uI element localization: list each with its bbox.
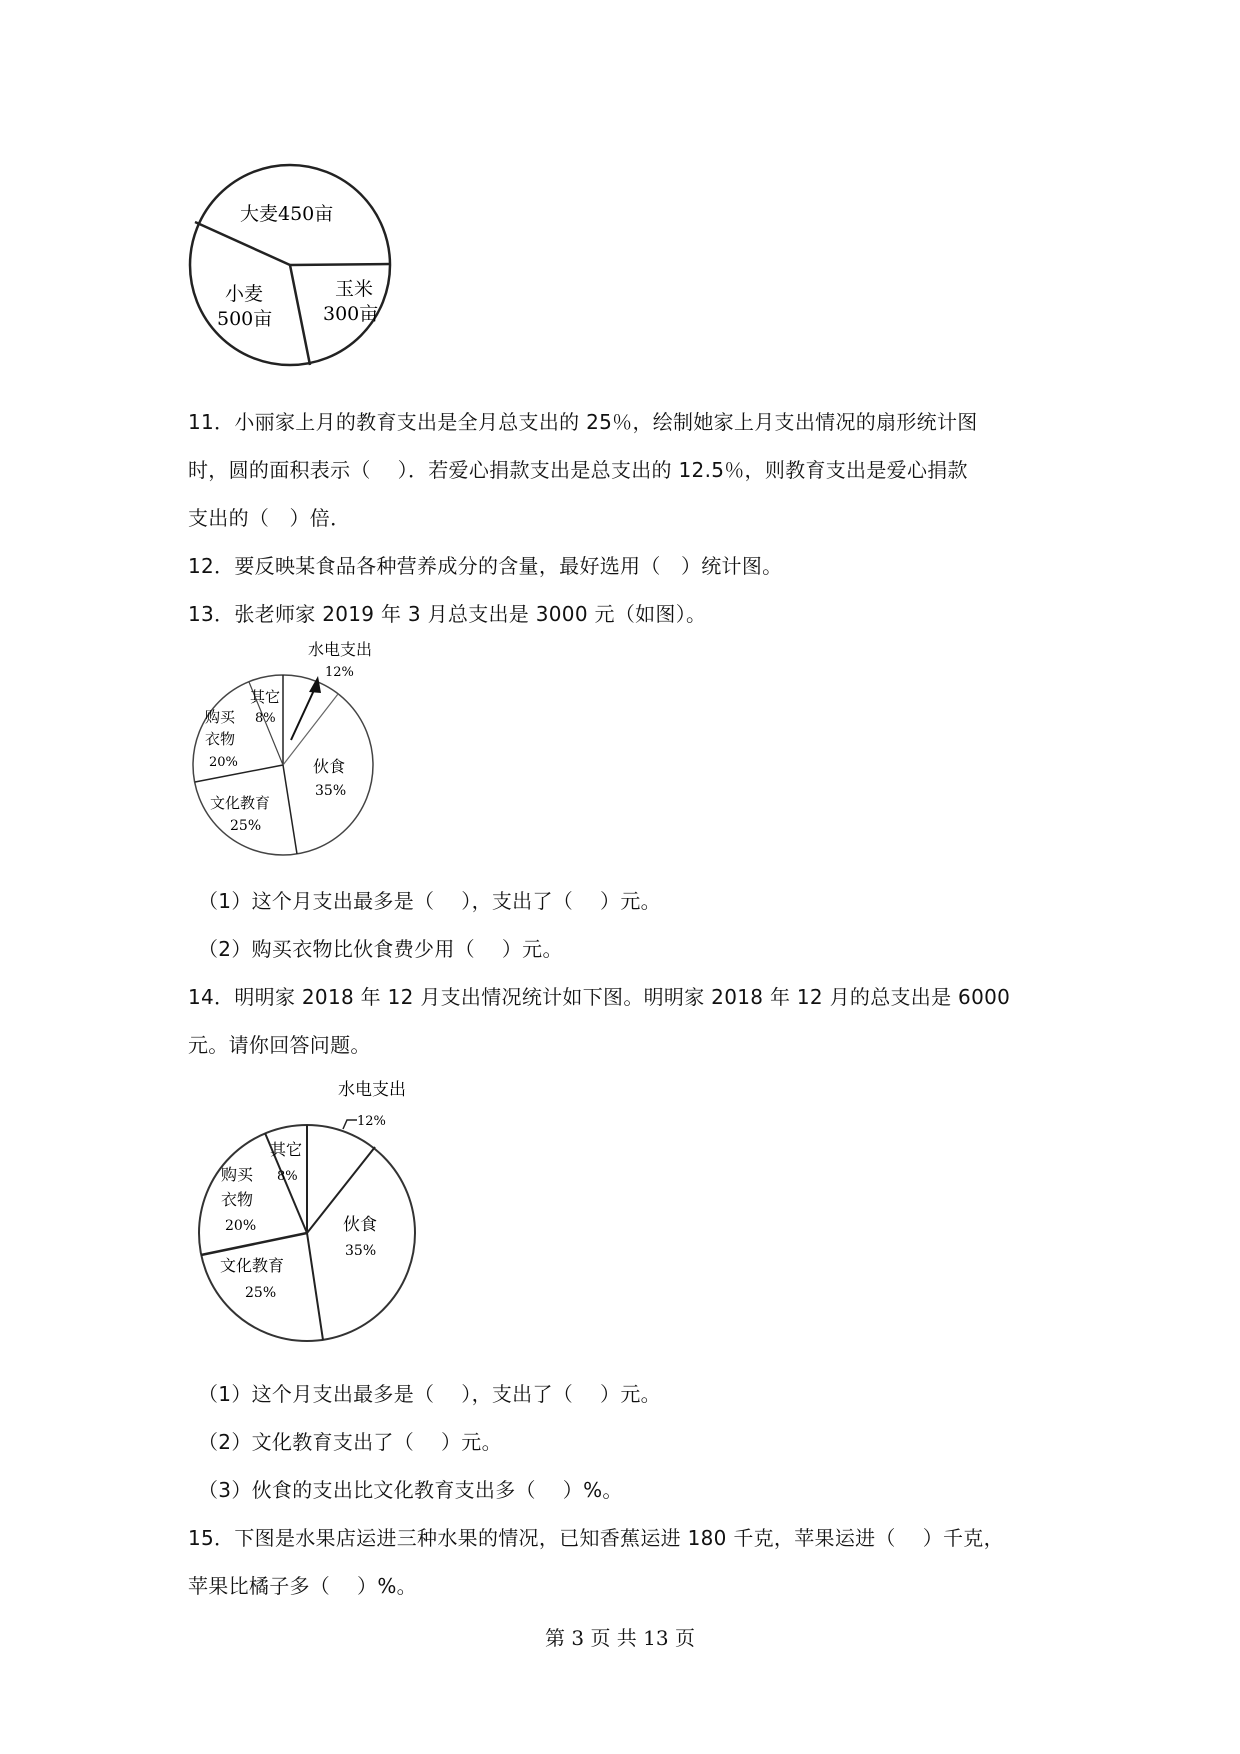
question-11-line1: 11．小丽家上月的教育支出是全月总支出的 25％，绘制她家上月支出情况的扇形统计图 (188, 410, 978, 434)
question-14-3: （3）伙食的支出比文化教育支出多（ ）%。 (198, 1478, 623, 1502)
pie-chart-crops (185, 160, 405, 380)
label-water: 水电支出 (308, 640, 373, 659)
question-15-line1: 15．下图是水果店运进三种水果的情况，已知香蕉运进 180 千克，苹果运进（ ）千克， (188, 1526, 1004, 1550)
page-footer: 第 3 页 共 13 页 (545, 1626, 695, 1650)
svg-text:25%: 25% (230, 818, 262, 834)
question-14-line1: 14．明明家 2018 年 12 月支出情况统计如下图。明明家 2018 年 12 月的总支出是 6000 (188, 985, 1011, 1009)
question-14-2: （2）文化教育支出了（ ）元。 (198, 1430, 502, 1454)
label-barley: 大麦450亩 (240, 203, 334, 225)
svg-text:500亩: 500亩 (217, 308, 273, 330)
svg-text:衣物: 衣物 (205, 730, 236, 748)
svg-text:8%: 8% (255, 711, 276, 726)
question-15-line2: 苹果比橘子多（ ）%。 (188, 1574, 417, 1598)
svg-text:伙食: 伙食 (343, 1215, 377, 1235)
label-corn: 玉米 (335, 278, 374, 300)
pie-chart-mingming-expenses (195, 1075, 435, 1345)
question-11-line2: 时，圆的面积表示（ ）．若爱心捐款支出是总支出的 12.5％，则教育支出是爱心捐款 (188, 458, 968, 482)
label-wheat: 小麦 (225, 283, 264, 305)
label-water: 水电支出 (338, 1080, 406, 1100)
svg-text:衣物: 衣物 (221, 1190, 254, 1209)
svg-text:其它: 其它 (270, 1140, 303, 1159)
question-13: 13．张老师家 2019 年 3 月总支出是 3000 元（如图）。 (188, 602, 707, 626)
svg-text:25%: 25% (245, 1285, 277, 1301)
pie-chart-zhang-expenses (185, 640, 405, 870)
svg-text:35%: 35% (345, 1243, 377, 1259)
svg-text:8%: 8% (277, 1169, 298, 1184)
svg-text:购买: 购买 (221, 1165, 254, 1184)
svg-text:35%: 35% (315, 783, 347, 799)
question-14-line2: 元。请你回答问题。 (188, 1033, 371, 1057)
svg-text:12%: 12% (325, 665, 354, 680)
svg-text:20%: 20% (209, 755, 238, 770)
svg-text:12%: 12% (357, 1114, 386, 1129)
svg-text:伙食: 伙食 (313, 757, 346, 776)
svg-text:其它: 其它 (250, 688, 281, 706)
question-12: 12．要反映某食品各种营养成分的含量，最好选用（ ）统计图。 (188, 554, 783, 578)
svg-text:20%: 20% (225, 1218, 257, 1234)
svg-text:文化教育: 文化教育 (210, 794, 271, 812)
question-14-1: （1）这个月支出最多是（ ），支出了（ ）元。 (198, 1382, 661, 1406)
svg-text:300亩: 300亩 (323, 303, 379, 325)
question-11-line3: 支出的（ ）倍． (188, 506, 351, 530)
svg-text:文化教育: 文化教育 (220, 1256, 285, 1275)
question-13-2: （2）购买衣物比伙食费少用（ ）元。 (198, 937, 563, 961)
question-13-1: （1）这个月支出最多是（ ），支出了（ ）元。 (198, 889, 661, 913)
svg-text:购买: 购买 (205, 708, 236, 726)
